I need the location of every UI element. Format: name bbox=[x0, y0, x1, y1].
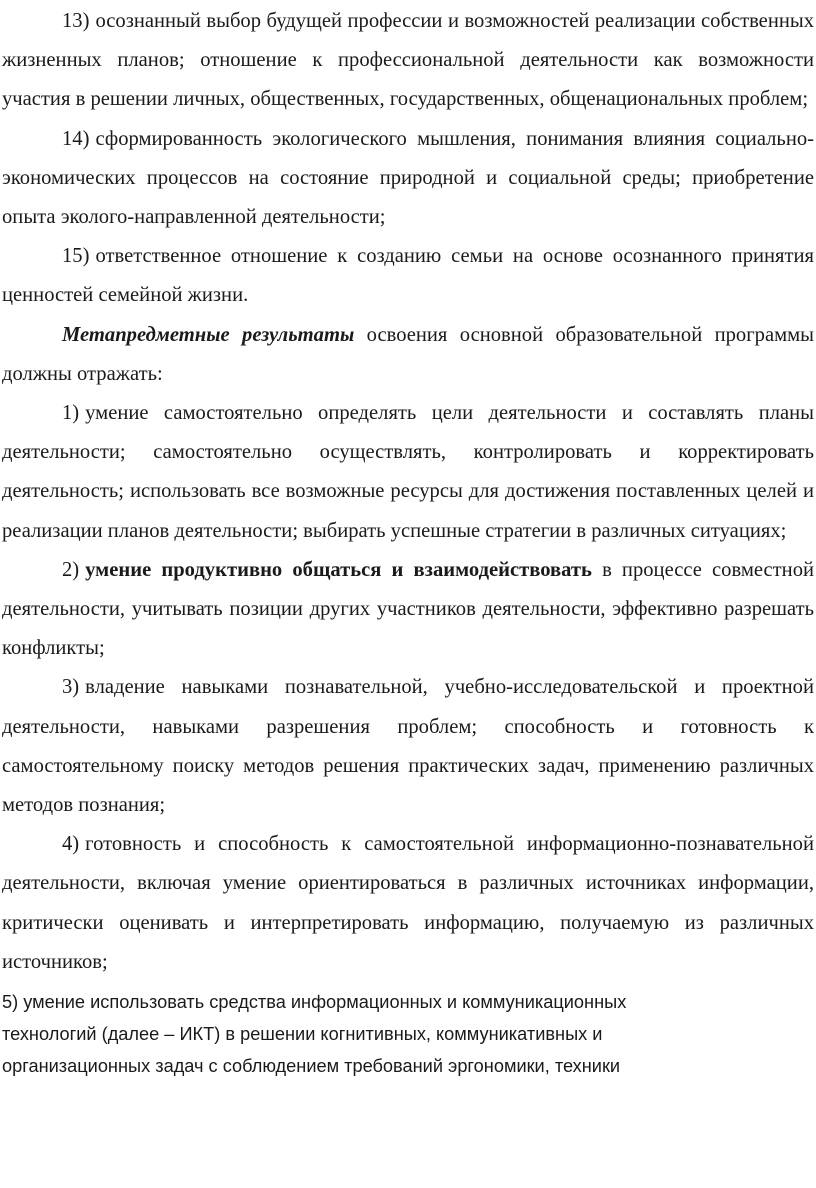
paragraph-4 bbox=[2, 825, 814, 982]
paragraph-1 bbox=[2, 394, 814, 551]
paragraph-13 bbox=[2, 2, 814, 120]
paragraph-text: освоения основной образовательной программы должны отражать: bbox=[2, 323, 814, 385]
paragraph-15 bbox=[2, 237, 814, 315]
paragraph-line: технологий (далее – ИКТ) в решении когнитивных, коммуникативных и bbox=[2, 1024, 603, 1045]
item-number: 13) bbox=[62, 10, 90, 32]
item-number: 14) bbox=[62, 127, 90, 150]
paragraph-line: 5) умение использовать средства информационных и коммуникационных bbox=[2, 992, 627, 1013]
item-number: 1) bbox=[62, 402, 80, 425]
bold-term: умение продуктивно общаться и взаимодействовать bbox=[85, 558, 592, 581]
item-number: 2) bbox=[62, 558, 80, 581]
item-number: 15) bbox=[62, 245, 90, 268]
paragraph-text: готовность и способность к самостоятельной информационно-познавательной деятельности, включая умение ориентироваться в различных источниках информации, критически оценивать и интерпретировать информацию, получаемую из различных источников; bbox=[2, 833, 814, 973]
paragraph-3 bbox=[2, 668, 814, 825]
paragraph-metasubject-intro bbox=[2, 316, 814, 394]
item-number: 3) bbox=[62, 676, 80, 699]
item-number: 4) bbox=[62, 833, 80, 856]
paragraph-text: владение навыками познавательной, учебно-исследовательской и проектной деятельности, навыками разрешения проблем; способность и готовность к самостоятельному поиску методов решения практических задач, применению различных методов познания; bbox=[2, 676, 814, 817]
section-term: Метапредметные результаты bbox=[62, 323, 355, 346]
paragraph-text: осознанный выбор будущей профессии и возможностей реализации собственных жизненных планов; отношение к профессиональной деятельности как возможности участия в решении личных, общественных, государственных, общенациональных проблем; bbox=[2, 10, 814, 111]
paragraph-text: ответственное отношение к созданию семьи на основе осознанного принятия ценностей семейной жизни. bbox=[2, 245, 814, 307]
paragraph-14 bbox=[2, 120, 814, 238]
paragraph-text: умение самостоятельно определять цели деятельности и составлять планы деятельности; самостоятельно осуществлять, контролировать и корректировать деятельность; использовать все возможные ресурсы для достижения поставленных целей и реализации планов деятельности; выбирать успешные стратегии в различных ситуациях; bbox=[2, 402, 814, 542]
paragraph-text: в процессе совместной деятельности, учитывать позиции других участников деятельности, эффективно разрешать конфликты; bbox=[2, 558, 815, 660]
paragraph-line: организационных задач с соблюдением требований эргономики, техники bbox=[2, 1056, 621, 1077]
paragraph-5 bbox=[2, 986, 814, 1082]
paragraph-2 bbox=[2, 551, 814, 669]
paragraph-text: сформированность экологического мышления, понимания влияния социально-экономических процессов на состояние природной и социальной среды; приобретение опыта эколого-направленной деятельности; bbox=[2, 127, 814, 229]
